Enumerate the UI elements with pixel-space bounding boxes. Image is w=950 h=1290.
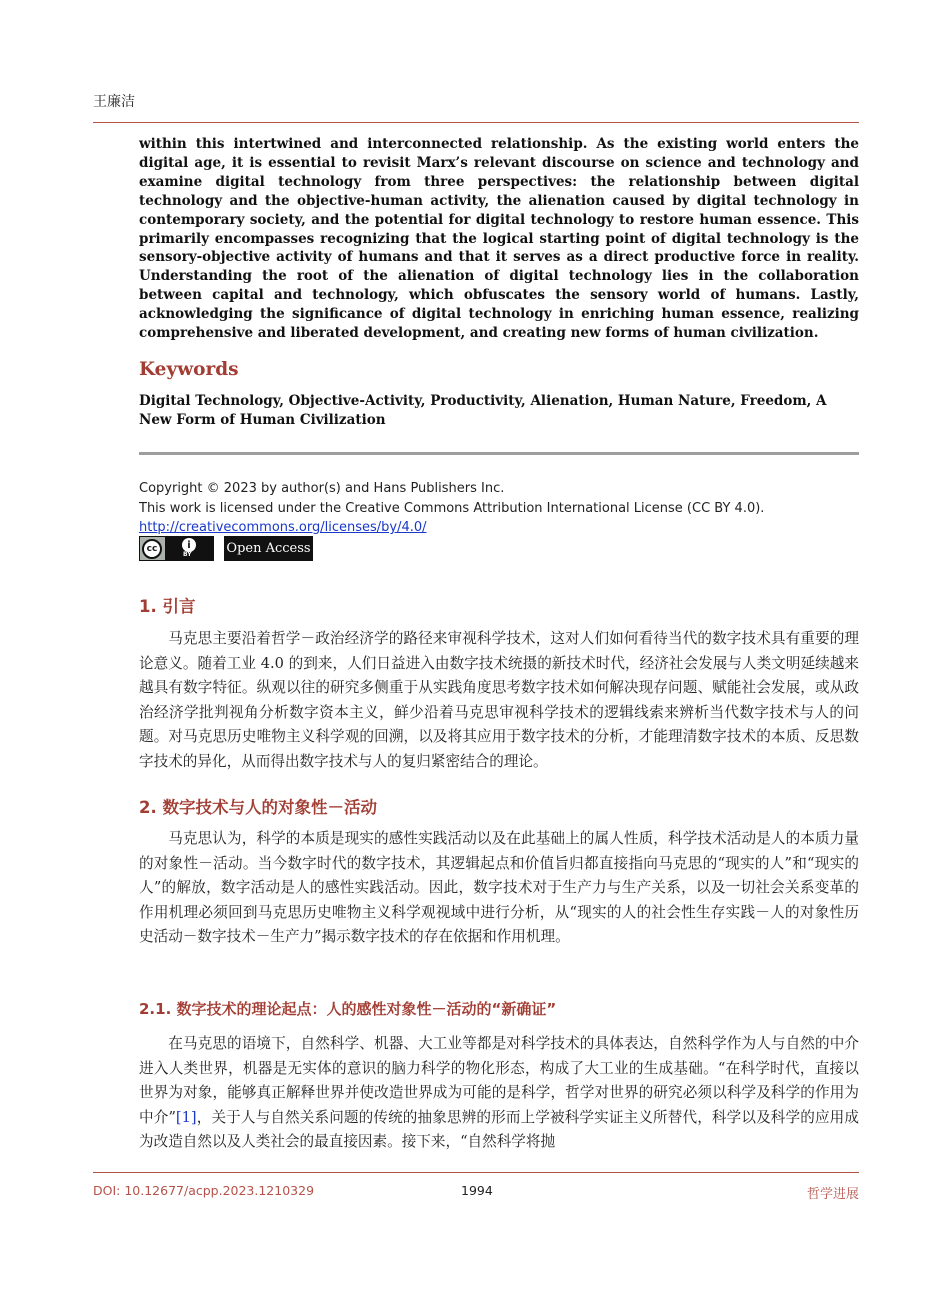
cc-by-badge[interactable] xyxy=(139,536,214,561)
by-section xyxy=(165,537,213,560)
keywords-text: Digital Technology, Objective-Activity, Productivity, Alienation, Human Nature, Freedom, A New Form of Human Civilization xyxy=(139,393,827,428)
keywords-heading: Keywords xyxy=(139,359,239,380)
running-header-author: 王廉洁 xyxy=(93,94,135,110)
open-access-badge[interactable]: Open Access xyxy=(224,536,313,561)
paragraph-text-b: ，关于人与自然关系问题的传统的抽象思辨的形而上学被科学实证主义所替代，科学以及科学的应用成为改造自然以及人类社会的最直接因素。接下来，“自然科学将抛 xyxy=(139,1108,859,1150)
copyright-line: Copyright © 2023 by author(s) and Hans Publishers Inc. xyxy=(139,481,505,496)
citation-link[interactable]: [1] xyxy=(175,1108,197,1126)
by-label: BY xyxy=(183,551,192,558)
license-statement: This work is licensed under the Creative Commons Attribution International License (CC BY 4.0). xyxy=(139,500,765,516)
header-rule xyxy=(93,122,859,123)
journal-name: 哲学进展 xyxy=(806,1187,859,1202)
section-2-1-paragraph xyxy=(139,1032,859,1155)
page-number: 1994 xyxy=(461,1183,493,1198)
license-link[interactable]: http://creativecommons.org/licenses/by/4.0/ xyxy=(139,520,427,535)
section-divider xyxy=(139,452,859,455)
section-2-paragraph: 马克思认为，科学的本质是现实的感性实践活动以及在此基础上的属人性质，科学技术活动是人的本质力量的对象性－活动。当今数字时代的数字技术，其逻辑起点和价值旨归都直接指向马克思的“现实的人”和“现实的人”的解放，数字活动是人的感性实践活动。因此，数字技术对于生产力与生产关系，以及一切社会关系变革的作用机理必须回到马克思历史唯物主义科学观视域中进行分析，从“现实的人的社会性生存实践－人的对象性历史活动－数字技术－生产力”揭示数字技术的存在依据和作用机理。 xyxy=(139,830,859,945)
abstract-text: within this intertwined and interconnected relationship. As the existing world enters the digital age, it is essential to revisit Marx’s relevant discourse on science and technology and examine digital technology from three perspectives: the relationship between digital technology and the objective-human activity, the alienation caused by digital technology in contemporary society, and the potential for digital technology to restore human essence. This primarily encompasses recognizing that the logical starting point of digital technology is the sensory-objective activity of humans and that it serves as a direct productive force in reality. Understanding the root of the alienation of digital technology lies in the collaboration between capital and technology, which obfuscates the sensory world of humans. Lastly, acknowledging the significance of digital technology in enriching human essence, realizing comprehensive and liberated development, and creating new forms of human civilization. xyxy=(139,136,859,342)
section-1-heading: 1. 引言 xyxy=(139,597,196,616)
section-2-heading: 2. 数字技术与人的对象性－活动 xyxy=(139,798,377,817)
person-icon: i xyxy=(182,538,196,552)
section-2-1-heading: 2.1. 数字技术的理论起点：人的感性对象性－活动的“新确证” xyxy=(139,1000,557,1018)
section-1-paragraph: 马克思主要沿着哲学－政治经济学的路径来审视科学技术，这对人们如何看待当代的数字技术具有重要的理论意义。随着工业 4.0 的到来，人们日益进入由数字技术统摄的新技术时代，经济社会发展与人类文明延续越来越具有数字特征。纵观以往的研究多侧重于从实践角度思考数字技术如何解决现存问题、赋能社会发展，或从政治经济学批判视角分析数字资本主义，鲜少沿着马克思审视科学技术的逻辑线索来辨析当代数字技术与人的问题。对马克思历史唯物主义科学观的回溯，以及将其应用于数字技术的分析，才能理清数字技术的本质、反思数字技术的异化，从而得出数字技术与人的复归紧密结合的理论。 xyxy=(139,630,859,770)
cc-icon: cc xyxy=(142,539,162,559)
footer-doi: DOI: 10.12677/acpp.2023.1210329 xyxy=(93,1183,315,1198)
paragraph-text-a: 在马克思的语境下，自然科学、机器、大工业等都是对科学技术的具体表达，自然科学作为人与自然的中介进入人类世界，机器是无实体的意识的脑力科学的物化形态，构成了大工业的生成基础。“在科学时代，直接以世界为对象，能够真正解释世界并使改造世界成为可能的是科学，哲学对世界的研究必须以科学及科学的作用为中介” xyxy=(139,1035,859,1126)
footer-rule xyxy=(93,1172,859,1173)
license-block xyxy=(139,479,859,538)
